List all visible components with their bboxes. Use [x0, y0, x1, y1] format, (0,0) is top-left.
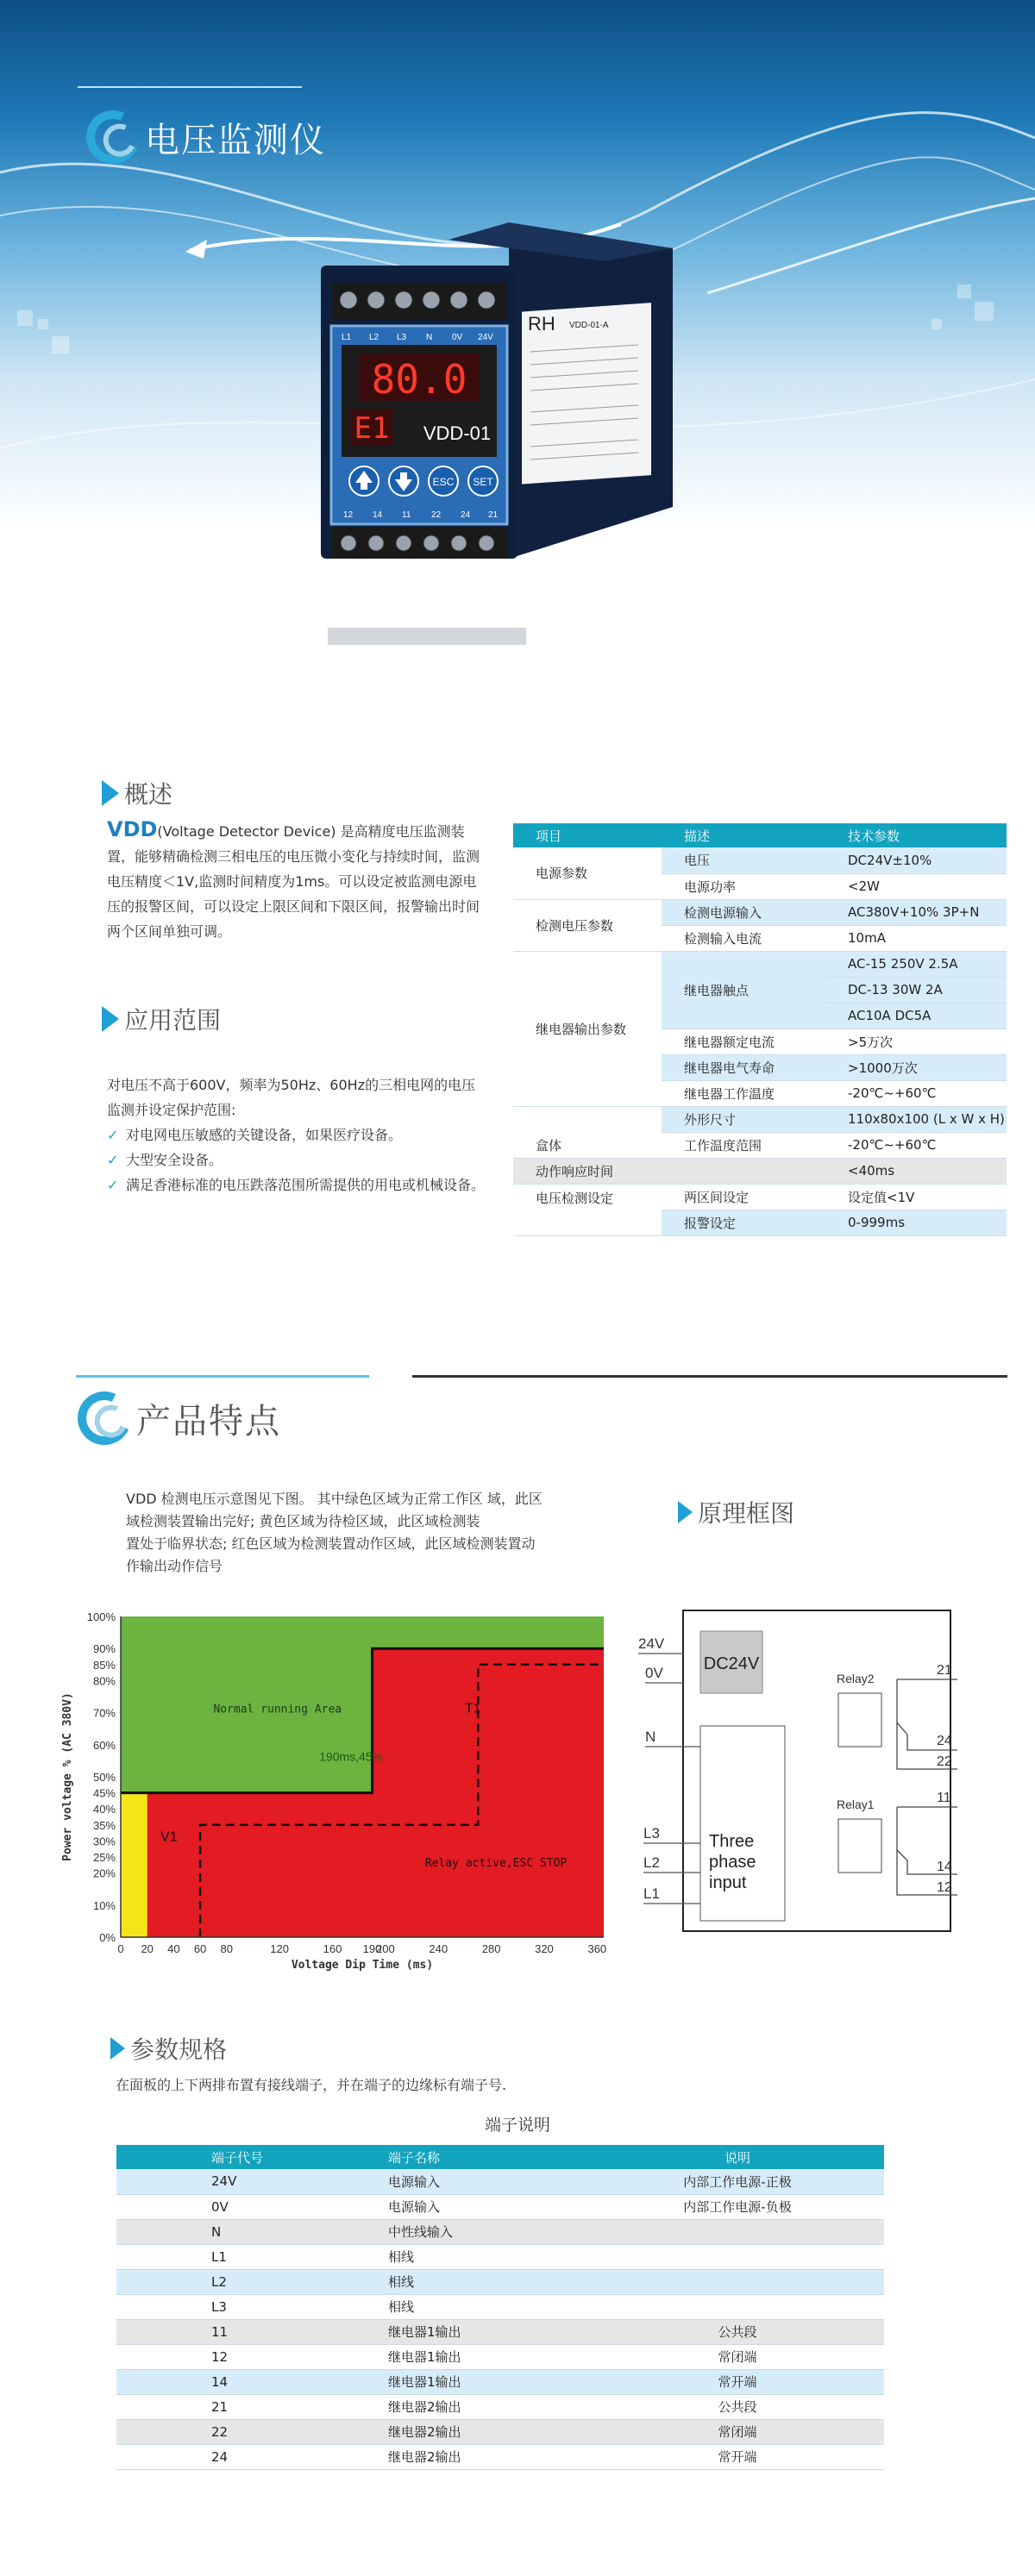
features-paragraph [126, 1488, 643, 1578]
terminal-label-l2: L2 [369, 333, 380, 342]
x-tick-label: 360 [587, 1942, 607, 1955]
y-tick-label: 0% [99, 1931, 116, 1944]
spec-item: 动作响应时间 [513, 1158, 662, 1184]
device-model-small: VDD-01-A [569, 321, 609, 330]
table-row [116, 2244, 884, 2269]
params-paragraph: 在面板的上下两排布置有接线端子，并在端子的边缘标有端子号. [116, 2077, 507, 2093]
terminal-name: 相线 [332, 2244, 591, 2269]
terminal-header-desc: 说明 [591, 2145, 884, 2169]
terminal-label-0v: 0V [452, 333, 463, 342]
terminal-label-24: 24 [461, 510, 471, 520]
y-tick-label: 30% [92, 1835, 116, 1848]
terminal-name: 继电器1输出 [332, 2319, 591, 2344]
y-tick-label: 70% [92, 1706, 116, 1720]
spec-desc: 继电器工作温度 [662, 1080, 825, 1106]
spec-desc: 报警设定 [662, 1210, 825, 1235]
terminal-desc [591, 2269, 884, 2294]
terminal-desc [591, 2294, 884, 2319]
overview-lead: VDD [107, 817, 158, 841]
down-button[interactable] [389, 466, 418, 496]
code-display-value: E1 [354, 411, 390, 446]
application-item [107, 1147, 486, 1172]
terminal-name: 继电器1输出 [332, 2369, 591, 2394]
three-phase-line-1: Three [709, 1832, 755, 1851]
overview-text: (Voltage Detector Device) 是高精度电压监测装置，能够精确检测三相电压的电压微小变化与持续时间，监测电压精度＜1V,监测时间精度为1ms。可以设定被监测电源电压的报警区间，可以设定上限区间和下限区间，报警输出时间两个区间单独可调。 [107, 823, 480, 940]
terminal-code: 0V [116, 2194, 332, 2219]
spec-desc: 检测输入电流 [662, 925, 825, 951]
application-item-text: 对电网电压敏感的关键设备，如果医疗设备。 [126, 1127, 403, 1143]
y-tick-label: 80% [92, 1674, 116, 1688]
set-button-label: SET [473, 476, 493, 488]
application-item [107, 1122, 486, 1147]
section-divider-right [412, 1375, 1007, 1378]
x-tick-label: 20 [141, 1942, 154, 1955]
terminal-code: N [116, 2219, 332, 2244]
terminal-name: 继电器1输出 [332, 2344, 591, 2369]
terminal-desc: 公共段 [591, 2319, 884, 2344]
x-tick-label: 280 [481, 1942, 501, 1955]
application-intro: 对电压不高于600V，频率为50Hz、60Hz的三相电网的电压监测并设定保护范围: [107, 1077, 476, 1118]
x-axis-label: Voltage Dip Time (ms) [291, 1959, 434, 1972]
three-phase-line-2: phase [709, 1853, 756, 1872]
spec-desc: 电压 [662, 847, 825, 873]
relay2-label: Relay2 [837, 1672, 875, 1685]
spec-value: DC-13 30W 2A [825, 977, 1007, 1003]
terminal-code: 22 [116, 2419, 332, 2444]
check-icon: ✓ [107, 1152, 119, 1168]
hero-title [86, 110, 326, 164]
table-row [116, 2269, 884, 2294]
terminal-desc: 常开端 [591, 2444, 884, 2469]
table-row [513, 1106, 1007, 1132]
terminal-code: 14 [116, 2369, 332, 2394]
spec-item: 继电器输出参数 [513, 951, 662, 1106]
diagram-label-24v: 24V [638, 1635, 665, 1652]
annotation-normal-area: Normal running Area [213, 1703, 342, 1716]
terminal-label-21: 21 [488, 510, 499, 520]
block-diagram-title: 原理框图 [698, 1499, 795, 1528]
region-yellow-band [121, 1793, 147, 1937]
table-row [116, 2444, 884, 2469]
y-axis-label: Power voltage % (AC 380V) [61, 1692, 74, 1861]
check-icon: ✓ [107, 1177, 119, 1193]
three-phase-line-3: input [709, 1873, 747, 1892]
spec-item: 电压检测设定 [513, 1184, 662, 1235]
terminal-name: 继电器2输出 [332, 2394, 591, 2419]
x-tick-label: 190 [362, 1942, 382, 1955]
spec-value: 设定值<1V [825, 1184, 1007, 1210]
terminal-table [116, 2145, 884, 2470]
spec-desc: 电源功率 [662, 873, 825, 899]
features-title: 产品特点 [136, 1401, 281, 1441]
spec-value: DC24V±10% [825, 847, 1007, 873]
x-tick-label: 120 [270, 1942, 289, 1955]
overview-header [102, 776, 172, 810]
dc24v-label: DC24V [703, 1654, 760, 1673]
spec-header-item: 项目 [513, 823, 662, 847]
table-row [116, 2419, 884, 2444]
y-tick-label: 25% [92, 1851, 116, 1864]
table-row [513, 1184, 1007, 1210]
application-title: 应用范围 [124, 1006, 222, 1035]
block-diagram [638, 1597, 966, 1941]
terminal-name: 继电器2输出 [332, 2419, 591, 2444]
spec-item: 检测电压参数 [513, 899, 662, 951]
spec-value: -20℃~+60℃ [825, 1132, 1007, 1158]
annotation-190ms: 190ms,45% [319, 1749, 384, 1764]
terminal-header-row [116, 2145, 884, 2169]
annotation-t1: T1 [464, 1701, 481, 1716]
y-tick-label: 90% [92, 1642, 116, 1656]
spec-desc: 两区间设定 [662, 1184, 825, 1210]
terminal-code: 24V [116, 2169, 332, 2194]
diagram-label-n: N [645, 1729, 656, 1745]
x-tick-label: 320 [535, 1942, 554, 1955]
y-tick-label: 45% [92, 1786, 116, 1800]
triangle-bullet-icon [110, 2037, 125, 2060]
esc-button[interactable] [429, 466, 458, 496]
terminal-header-code: 端子代号 [116, 2145, 332, 2169]
table-row [116, 2319, 884, 2344]
spec-header-param: 技术参数 [825, 823, 1007, 847]
diagram-label-22: 22 [937, 1754, 952, 1769]
y-tick-label: 85% [92, 1658, 116, 1672]
swirl-logo-icon [70, 1384, 138, 1452]
table-row [116, 2394, 884, 2419]
y-tick-label: 20% [92, 1866, 116, 1880]
terminal-label-l1: L1 [342, 333, 352, 342]
application-header [102, 1002, 221, 1036]
y-tick-label: 40% [92, 1803, 116, 1816]
x-tick-label: 160 [323, 1942, 342, 1955]
triangle-bullet-icon [102, 780, 119, 806]
spec-value: >1000万次 [825, 1054, 1007, 1080]
spec-header-desc: 描述 [662, 823, 825, 847]
spec-value: <2W [825, 873, 1007, 899]
check-icon: ✓ [107, 1127, 119, 1143]
terminal-label-14: 14 [373, 510, 383, 520]
terminal-label-n: N [426, 333, 433, 342]
spec-value: <40ms [825, 1158, 1007, 1184]
terminal-label-11: 11 [402, 510, 411, 520]
diagram-label-24: 24 [937, 1734, 952, 1748]
terminal-desc: 常闭端 [591, 2344, 884, 2369]
table-row [116, 2219, 884, 2244]
terminal-desc: 常开端 [591, 2369, 884, 2394]
table-row [513, 1158, 1007, 1184]
spec-desc: 继电器额定电流 [662, 1029, 825, 1054]
relay1-label: Relay1 [837, 1798, 875, 1811]
application-item-text: 满足香港标准的电压跌落范围所需提供的用电或机械设备。 [126, 1177, 486, 1193]
table-row [513, 847, 1007, 873]
features-line: VDD 检测电压示意图见下图。 其中绿色区域为正常工作区 域，此区 [126, 1491, 543, 1507]
swirl-logo-icon [78, 103, 147, 171]
application-item [107, 1172, 486, 1197]
table-row [116, 2344, 884, 2369]
diagram-label-0v: 0V [645, 1665, 663, 1681]
relay2-box [838, 1693, 881, 1747]
spec-value: 0-999ms [825, 1210, 1007, 1235]
x-tick-label: 240 [429, 1942, 448, 1955]
terminal-name: 电源输入 [332, 2169, 591, 2194]
y-tick-label: 10% [92, 1898, 116, 1912]
terminal-desc: 常闭端 [591, 2419, 884, 2444]
overview-title: 概述 [124, 780, 173, 809]
x-tick-label: 40 [167, 1942, 180, 1955]
terminal-code: 21 [116, 2394, 332, 2419]
spec-value: AC-15 250V 2.5A [825, 951, 1007, 977]
features-line: 作输出动作信号 [126, 1558, 223, 1574]
terminal-code: 12 [116, 2344, 332, 2369]
spec-desc: 外形尺寸 [662, 1106, 825, 1132]
diagram-label-21: 21 [937, 1663, 952, 1678]
features-header [78, 1391, 281, 1445]
triangle-bullet-icon [678, 1501, 693, 1523]
diagram-label-11: 11 [937, 1791, 951, 1805]
x-tick-label: 60 [193, 1942, 207, 1955]
terminal-code: 11 [116, 2319, 332, 2344]
table-row [116, 2169, 884, 2194]
spec-item: 盒体 [513, 1106, 662, 1158]
spec-desc: 继电器电气寿命 [662, 1054, 825, 1080]
application-paragraph [107, 1072, 486, 1197]
x-tick-label: 200 [375, 1942, 395, 1955]
section-divider-left [76, 1375, 369, 1378]
spec-item: 电源参数 [513, 847, 662, 899]
x-tick-label: 80 [220, 1942, 233, 1955]
voltage-dip-chart [52, 1599, 630, 1987]
terminal-code: L3 [116, 2294, 332, 2319]
features-line: 置处于临界状态; 红色区域为检测装置动作区域，此区域检测装置动 [126, 1535, 536, 1552]
terminal-desc [591, 2244, 884, 2269]
overview-paragraph [107, 817, 486, 944]
table-row [513, 899, 1007, 925]
spec-value: 110x80x100 (L x W x H) [825, 1106, 1007, 1132]
diagram-label-l3: L3 [643, 1825, 660, 1841]
diagram-label-l1: L1 [643, 1885, 660, 1902]
terminal-code: L2 [116, 2269, 332, 2294]
terminal-desc: 公共段 [591, 2394, 884, 2419]
terminal-header-name: 端子名称 [332, 2145, 591, 2169]
set-button[interactable] [468, 466, 498, 496]
spec-desc: 检测电源输入 [662, 899, 825, 925]
spec-desc [662, 1158, 825, 1184]
device-model: VDD-01 [423, 422, 492, 444]
device-brand: RH [528, 313, 555, 335]
y-tick-label: 60% [92, 1738, 116, 1752]
block-diagram-header [678, 1495, 794, 1529]
x-tick-label: 0 [117, 1942, 124, 1955]
spec-value: AC380V+10% 3P+N [825, 899, 1007, 925]
spec-header-row [513, 823, 1007, 847]
annotation-relay-active: Relay active,ESC STOP [424, 1857, 568, 1871]
y-tick-label: 50% [92, 1771, 116, 1784]
table-row [116, 2194, 884, 2219]
terminal-label-22: 22 [431, 510, 442, 520]
terminal-code: 24 [116, 2444, 332, 2469]
terminal-name: 相线 [332, 2269, 591, 2294]
hero-title-text: 电压监测仪 [145, 120, 326, 160]
terminal-name: 电源输入 [332, 2194, 591, 2219]
y-tick-label: 100% [86, 1610, 116, 1623]
triangle-bullet-icon [102, 1006, 119, 1032]
terminal-desc [591, 2219, 884, 2244]
spec-value: 10mA [825, 925, 1007, 951]
terminal-label-12: 12 [343, 510, 354, 520]
main-display-value: 80.0 [371, 356, 467, 403]
features-line: 域检测装置输出完好; 黄色区域为待检区域，此区域检测装 [126, 1513, 480, 1529]
terminal-name: 继电器2输出 [332, 2444, 591, 2469]
diagram-label-l2: L2 [643, 1854, 660, 1871]
terminal-desc: 内部工作电源-负极 [591, 2194, 884, 2219]
spec-desc: 工作温度范围 [662, 1132, 825, 1158]
terminal-name: 相线 [332, 2294, 591, 2319]
spec-desc: 继电器触点 [662, 951, 825, 1029]
annotation-v1: V1 [160, 1829, 178, 1845]
up-button[interactable] [349, 466, 379, 496]
terminal-code: L1 [116, 2244, 332, 2269]
params-header [110, 2031, 227, 2066]
hero-top-line [78, 86, 302, 88]
spec-value: AC10A DC5A [825, 1003, 1007, 1029]
relay1-box [838, 1819, 881, 1873]
spec-value: >5万次 [825, 1029, 1007, 1054]
esc-button-label: ESC [432, 476, 455, 488]
terminal-label-24v: 24V [478, 333, 493, 342]
table-row [116, 2294, 884, 2319]
terminal-table-caption: 端子说明 [484, 2116, 550, 2135]
params-title: 参数规格 [130, 2035, 228, 2064]
spec-value: -20℃~+60℃ [825, 1080, 1007, 1106]
terminal-name: 中性线输入 [332, 2219, 591, 2244]
application-item-text: 大型安全设备。 [126, 1152, 223, 1168]
device-illustration [319, 214, 681, 645]
table-row [116, 2369, 884, 2394]
y-tick-label: 35% [92, 1818, 116, 1832]
terminal-desc: 内部工作电源-正极 [591, 2169, 884, 2194]
diagram-label-12: 12 [937, 1880, 952, 1895]
diagram-label-14: 14 [937, 1860, 952, 1874]
table-row [513, 951, 1007, 977]
spec-table [513, 823, 1007, 1236]
terminal-label-l3: L3 [397, 333, 407, 342]
